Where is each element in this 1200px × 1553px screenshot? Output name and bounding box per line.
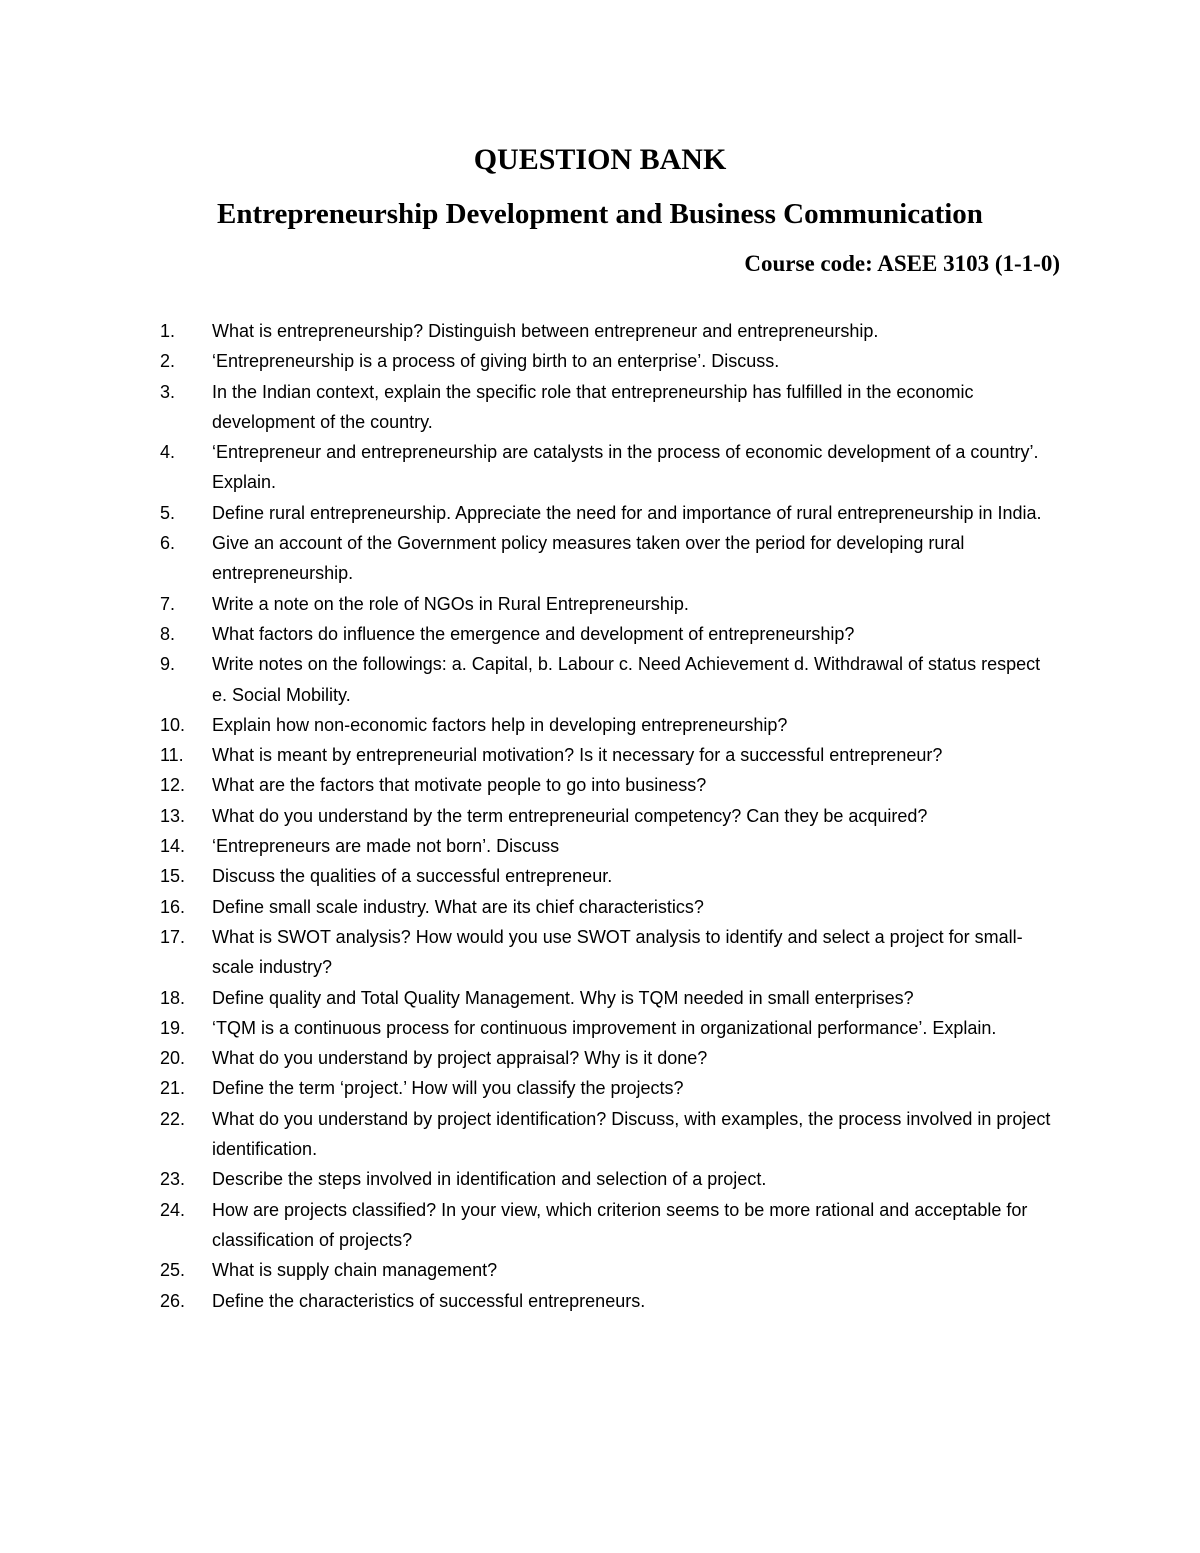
question-number: 9. [160,654,176,675]
question-item [160,346,1060,376]
question-text: Describe the steps involved in identification and selection of a project. [212,1169,767,1190]
question-number: 14. [160,836,186,857]
question-item [160,1043,1060,1073]
course-code: Course code: ASEE 3103 (1-1-0) [744,251,1060,276]
question-item [160,1013,1060,1043]
question-item [160,770,1060,800]
question-number: 2. [160,351,176,372]
question-number: 13. [160,805,186,826]
question-number: 19. [160,1017,186,1038]
question-item [160,437,1060,498]
question-item [160,1164,1060,1194]
question-text: What is supply chain management? [212,1260,498,1281]
question-item [160,983,1060,1013]
question-item [160,1255,1060,1285]
question-text: Write a note on the role of NGOs in Rural Entrepreneurship. [212,593,689,614]
question-item [160,740,1060,770]
question-number: 25. [160,1260,186,1281]
question-text: What is SWOT analysis? How would you use SWOT analysis to identify and select a project for small-scale industry? [212,926,1023,978]
question-number: 18. [160,987,186,1008]
question-list [160,316,1060,1316]
question-item [160,801,1060,831]
question-text: In the Indian context, explain the specific role that entrepreneurship has fulfilled in the economic development of the country. [212,381,974,432]
question-item [160,1073,1060,1103]
document-subtitle: Entrepreneurship Development and Business Communication [217,198,983,230]
question-item [160,861,1060,891]
question-item [160,619,1060,649]
question-number: 21. [160,1078,186,1099]
question-text: Define the term ‘project.’ How will you classify the projects? [212,1078,684,1099]
question-number: 15. [160,866,186,887]
question-text: What do you understand by project identification? Discuss, with examples, the process involved in project identification. [212,1108,1051,1160]
question-item [160,377,1060,438]
question-text: Define the characteristics of successful entrepreneurs. [212,1290,646,1311]
question-text: Explain how non-economic factors help in developing entrepreneurship? [212,714,788,735]
question-text: What is entrepreneurship? Distinguish between entrepreneur and entrepreneurship. [212,321,879,341]
question-text: ‘TQM is a continuous process for continuous improvement in organizational performance’. Explain. [212,1017,997,1038]
question-text: What do you understand by the term entrepreneurial competency? Can they be acquired? [212,805,928,826]
question-number: 12. [160,775,186,796]
question-text: Discuss the qualities of a successful entrepreneur. [212,866,613,887]
question-number: 4. [160,442,176,463]
question-item [160,498,1060,528]
question-text: ‘Entrepreneurship is a process of giving birth to an enterprise’. Discuss. [212,351,780,372]
question-item [160,831,1060,861]
question-number: 22. [160,1108,186,1129]
question-number: 3. [160,381,176,402]
question-number: 6. [160,533,176,554]
question-number: 7. [160,593,176,614]
question-text: What is meant by entrepreneurial motivation? Is it necessary for a successful entrepreneur? [212,745,943,766]
question-item [160,1286,1060,1316]
question-item [160,316,1060,346]
question-text: What are the factors that motivate people to go into business? [212,775,707,796]
question-text: What do you understand by project appraisal? Why is it done? [212,1048,708,1069]
question-number: 17. [160,926,186,947]
question-item [160,710,1060,740]
question-number: 8. [160,623,176,644]
question-number: 1. [160,321,176,341]
question-number: 5. [160,502,176,523]
question-text: ‘Entrepreneurs are made not born’. Discuss [212,836,560,857]
question-text: Give an account of the Government policy measures taken over the period for developing rural entrepreneurship. [212,533,965,584]
question-text: How are projects classified? In your view, which criterion seems to be more rational and acceptable for classification of projects? [212,1199,1028,1250]
question-number: 10. [160,714,186,735]
question-number: 24. [160,1199,186,1220]
question-text: Define small scale industry. What are its chief characteristics? [212,896,704,917]
question-item [160,922,1060,983]
question-item [160,892,1060,922]
question-text: Write notes on the followings: a. Capital, b. Labour c. Need Achievement d. Withdrawal of status respect e. Social Mobility. [212,654,1041,705]
question-number: 26. [160,1290,186,1311]
question-text: What factors do influence the emergence and development of entrepreneurship? [212,623,855,644]
question-item [160,1195,1060,1256]
question-number: 16. [160,896,186,917]
page-title: QUESTION BANK [473,143,727,176]
question-text: Define rural entrepreneurship. Appreciate the need for and importance of rural entrepreneurship in India. [212,502,1042,523]
question-item [160,528,1060,589]
question-text: ‘Entrepreneur and entrepreneurship are catalysts in the process of economic development of a country’. Explain. [212,442,1039,493]
question-item [160,1104,1060,1165]
question-number: 23. [160,1169,186,1190]
question-item [160,589,1060,619]
question-text: Define quality and Total Quality Management. Why is TQM needed in small enterprises? [212,987,914,1008]
question-number: 11. [160,745,184,766]
question-number: 20. [160,1048,186,1069]
question-item [160,649,1060,710]
